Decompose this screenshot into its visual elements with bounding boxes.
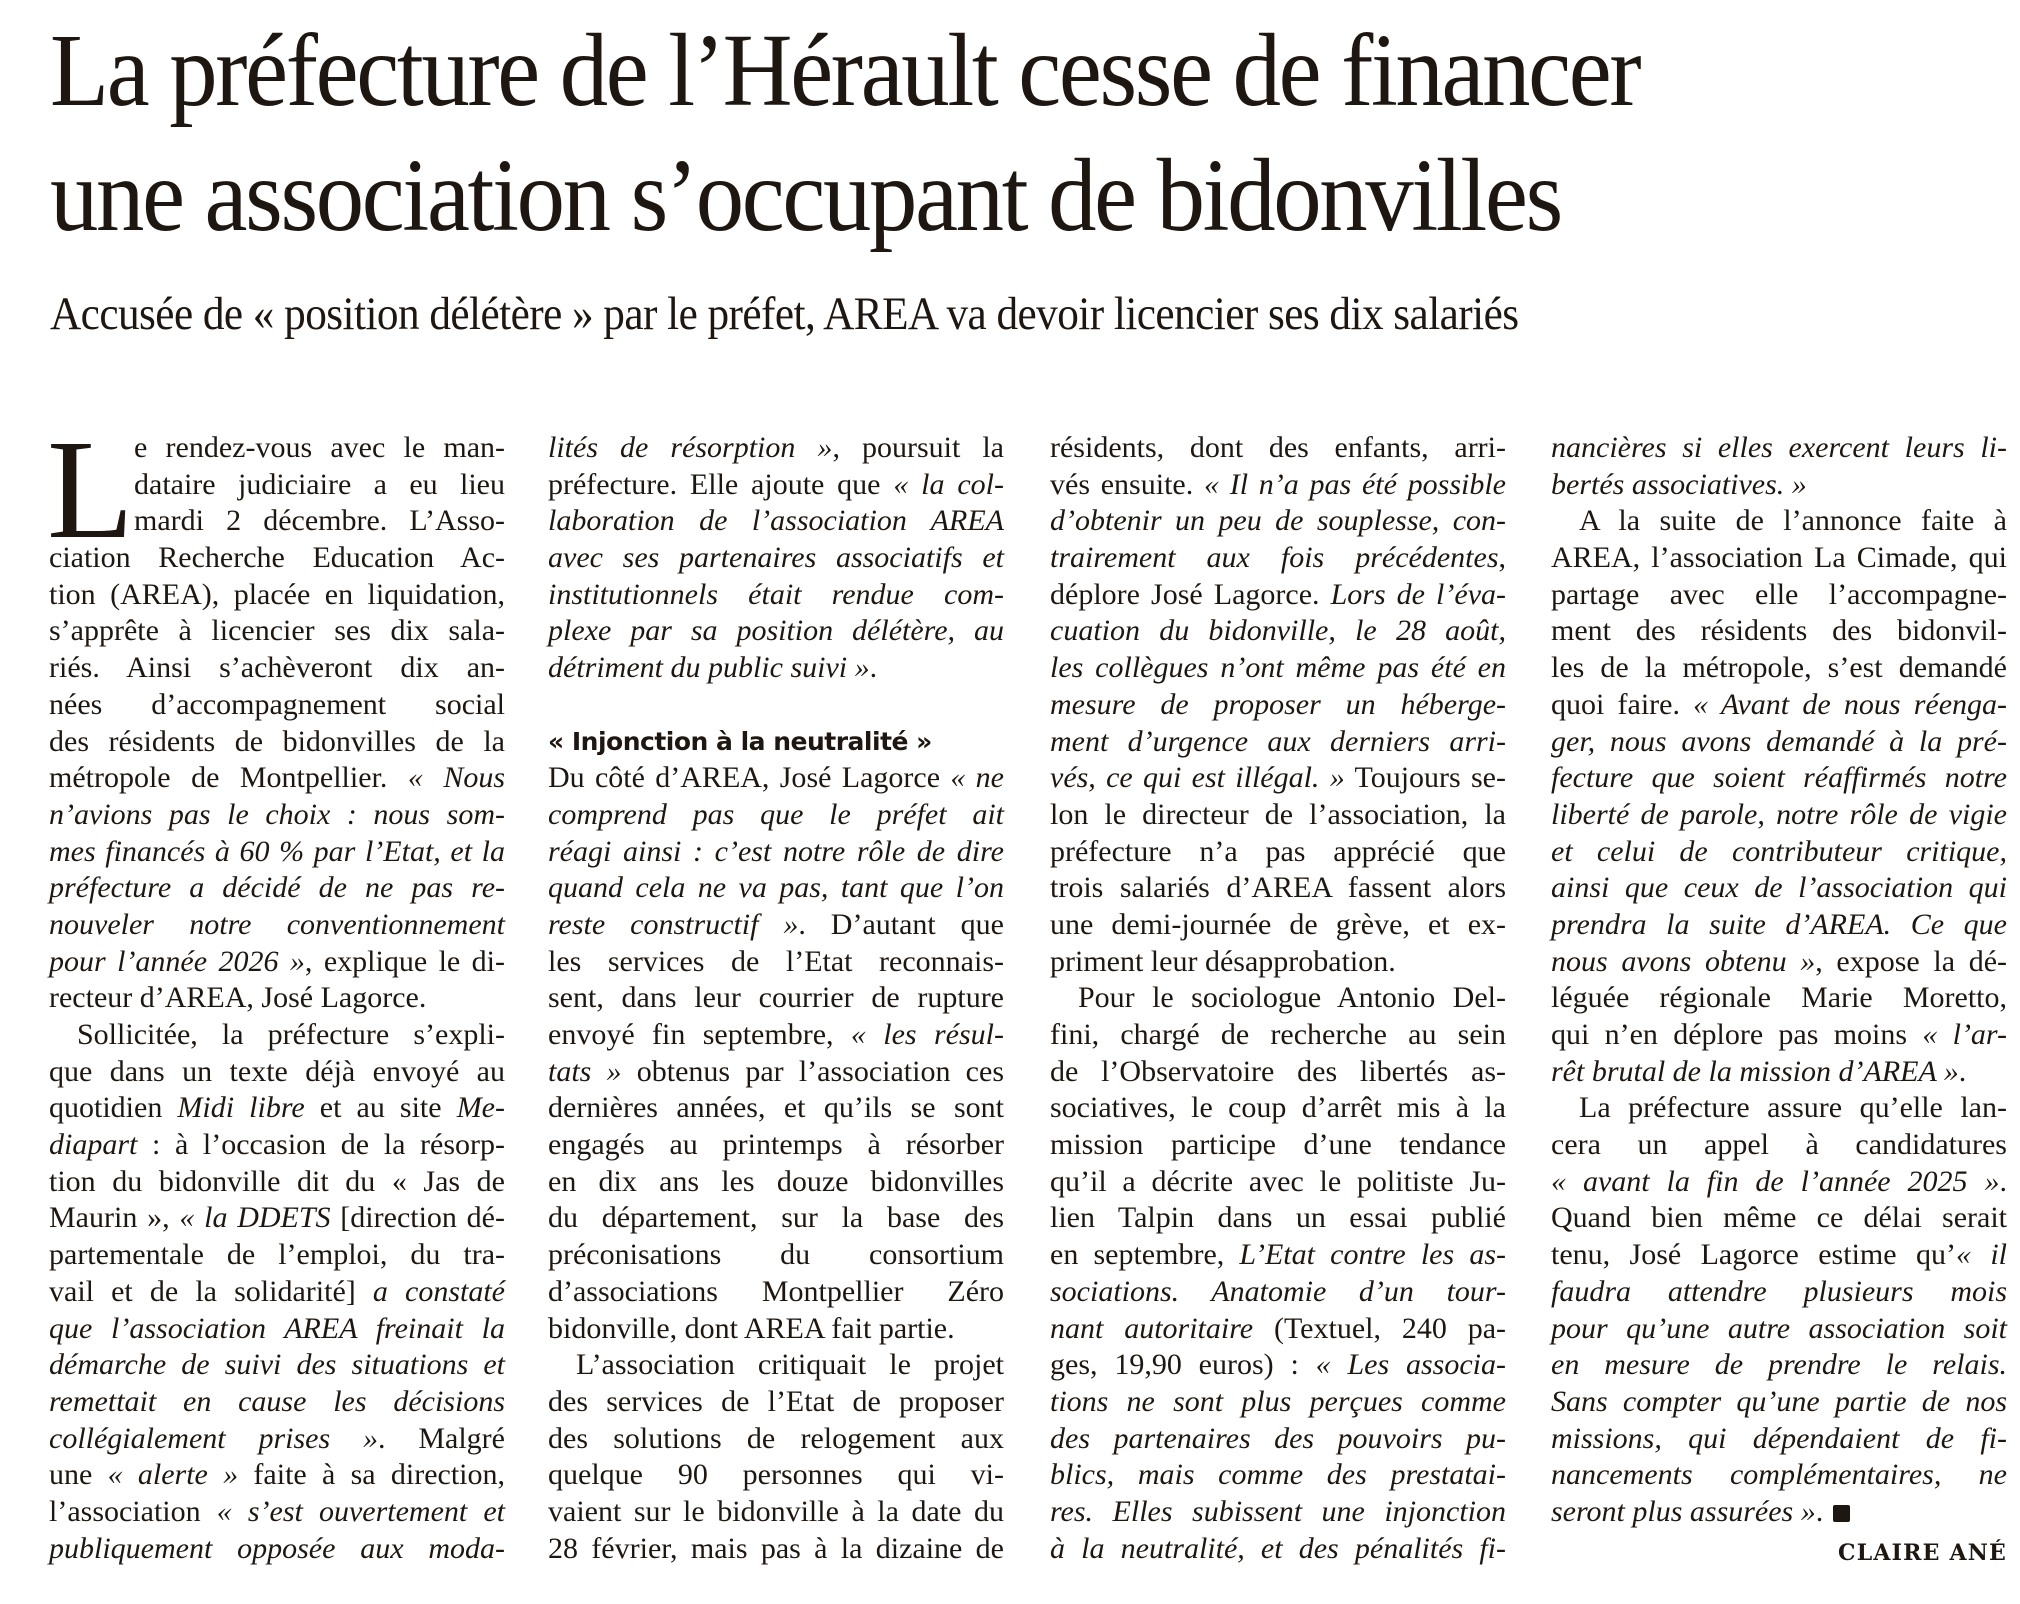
text-line: mes financés à 60 % par l’Etat, et la: [49, 834, 505, 868]
text-line: métropole de Montpellier. « Nous: [49, 761, 506, 795]
text-line: remettait en cause les décisions: [49, 1384, 505, 1418]
text-line: ger, nous avons demandé à la pré-: [1551, 724, 2007, 758]
text-line: une demi-journée de grève, et ex-: [1050, 907, 1506, 941]
text-line: 28 février, mais pas à la dizaine de: [548, 1531, 1004, 1565]
text-line: nous avons obtenu », expose la dé-: [1551, 944, 2007, 978]
article-column-2: [548, 430, 1004, 1567]
text-line: réagi ainsi : c’est notre rôle de dire: [548, 834, 1004, 868]
end-of-article-square-icon: [1833, 1505, 1850, 1522]
text-line: en mesure de prendre le relais.: [1551, 1348, 2007, 1382]
text-line: tion du bidonville dit du « Jas de: [49, 1164, 505, 1198]
drop-cap: L: [47, 410, 134, 568]
text-line: résidents, dont des enfants, arri-: [1050, 431, 1506, 464]
text-line: des solutions de relogement aux: [548, 1421, 1004, 1455]
headline: [50, 8, 1854, 258]
text-line: du département, sur la base des: [548, 1201, 1004, 1235]
text-line: trois salariés d’AREA fassent alors: [1050, 871, 1506, 905]
text-line: vaient sur le bidonville à la date du: [548, 1494, 1004, 1528]
text-line: sociations. Anatomie d’un tour-: [1050, 1274, 1506, 1308]
subtitle: Accusée de « position délétère » par le préfet, AREA va devoir licencier ses dix salariés: [50, 288, 1519, 340]
text-line: vail et de la solidarité] a constaté: [49, 1274, 505, 1308]
text-line: en septembre, L’Etat contre les as-: [1050, 1238, 1506, 1272]
text-line: nancières si elles exercent leurs li-: [1551, 431, 2007, 464]
text-line: préconisations du consortium: [548, 1238, 1004, 1272]
text-line: démarche de suivi des situations et: [49, 1348, 505, 1382]
text-line: d’obtenir un peu de souplesse, con-: [1050, 504, 1506, 538]
text-line: nouveler notre conventionnement: [49, 907, 505, 941]
text-line: partementale de l’emploi, du tra-: [49, 1238, 505, 1272]
text-line: qu’il a décrite avec le politiste Ju-: [1050, 1164, 1506, 1198]
text-line: les services de l’Etat reconnais-: [548, 944, 1004, 978]
text-line: nées d’accompagnement social: [49, 687, 505, 721]
text-line: L’association critiquait le projet: [576, 1348, 1004, 1382]
text-line: e rendez-vous avec le man-: [134, 431, 505, 464]
text-line: Sollicitée, la préfecture s’expli-: [77, 1018, 505, 1051]
text-line: recteur d’AREA, José Lagorce.: [49, 981, 427, 1015]
text-line: nant autoritaire (Textuel, 240 pa-: [1050, 1311, 1506, 1345]
text-line: quoi faire. « Avant de nous réenga-: [1551, 687, 2007, 721]
headline-line-1: La préfecture de l’Hérault cesse de financer: [50, 13, 1640, 128]
text-line: ainsi que ceux de l’association qui: [1551, 871, 2007, 905]
text-line: les collègues n’ont même pas été en: [1050, 651, 1506, 685]
text-line: reste constructif ». D’autant que: [548, 907, 1004, 941]
text-line: s’apprête à licencier ses dix sala-: [49, 614, 505, 648]
text-line: lités de résorption », poursuit la: [548, 431, 1004, 464]
text-line: bertés associatives. »: [1551, 467, 1807, 501]
text-line: institutionnels était rendue com-: [548, 577, 1004, 611]
text-line: ment des résidents des bidonvil-: [1551, 614, 2007, 648]
text-line: envoyé fin septembre, « les résul-: [548, 1018, 1004, 1051]
article-column-4: [1551, 430, 2007, 1571]
text-line: dataire judiciaire a eu lieu: [134, 467, 505, 501]
text-line: pour l’année 2026 », explique le di-: [49, 944, 505, 978]
byline: CLAIRE ANÉ: [1838, 1539, 2007, 1566]
text-line: res. Elles subissent une injonction: [1050, 1494, 1506, 1528]
text-line: collégialement prises ». Malgré: [49, 1421, 505, 1455]
text-line: des partenaires des pouvoirs pu-: [1050, 1421, 1506, 1455]
text-line: avec ses partenaires associatifs et: [548, 541, 1004, 575]
text-line: priment leur désapprobation.: [1050, 944, 1396, 978]
text-line: ment d’urgence aux derniers arri-: [1050, 724, 1506, 758]
text-line: Quand bien même ce délai serait: [1551, 1201, 2007, 1235]
text-line: l’association « s’est ouvertement et: [49, 1494, 505, 1528]
text-line: déplore José Lagorce. Lors de l’éva-: [1050, 577, 1506, 611]
text-line: les de la métropole, s’est demandé: [1551, 651, 2007, 685]
text-line: missions, qui dépendaient de fi-: [1551, 1421, 2007, 1455]
text-line: riés. Ainsi s’achèveront dix an-: [49, 651, 505, 685]
text-line: diapart : à l’occasion de la résorp-: [49, 1128, 505, 1162]
text-line: nancements complémentaires, ne: [1551, 1458, 2007, 1492]
text-line: dernières années, et qu’ils se sont: [548, 1091, 1004, 1125]
text-line: cuation du bidonville, le 28 août,: [1050, 614, 1506, 648]
text-line: fini, chargé de recherche au sein: [1050, 1018, 1506, 1051]
text-line: faudra attendre plusieurs mois: [1551, 1274, 2007, 1308]
text-line: préfecture. Elle ajoute que « la col-: [548, 467, 1004, 501]
text-line: tats » obtenus par l’association ces: [548, 1054, 1004, 1088]
text-line: prendra la suite d’AREA. Ce que: [1551, 907, 2007, 941]
text-line: qui n’en déplore pas moins « l’ar-: [1551, 1018, 2007, 1051]
text-line: des services de l’Etat de proposer: [548, 1384, 1004, 1418]
text-line: trairement aux fois précédentes,: [1050, 541, 1506, 575]
text-line: AREA, l’association La Cimade, qui: [1551, 541, 2007, 575]
text-line: à la neutralité, et des pénalités fi-: [1050, 1531, 1506, 1565]
text-line: ciation Recherche Education Ac-: [49, 541, 505, 575]
text-line: quotidien Midi libre et au site Me-: [49, 1091, 505, 1125]
crosshead: « Injonction à la neutralité »: [548, 726, 932, 756]
text-line: mesure de proposer un héberge-: [1050, 687, 1506, 721]
text-line: quand cela ne va pas, tant que l’on: [548, 871, 1004, 905]
text-line: liberté de parole, notre rôle de vigie: [1551, 797, 2007, 831]
text-line: publiquement opposée aux moda-: [49, 1531, 505, 1565]
text-line: léguée régionale Marie Moretto,: [1551, 981, 2007, 1015]
text-line: des résidents de bidonvilles de la: [49, 724, 505, 758]
text-line: Sans compter qu’une partie de nos: [1551, 1384, 2007, 1418]
text-line: plexe par sa position délétère, au: [548, 614, 1004, 648]
spacer: [548, 687, 1004, 724]
text-line: quelque 90 personnes qui vi-: [548, 1458, 1004, 1492]
text-line: lien Talpin dans un essai publié: [1050, 1201, 1506, 1235]
text-line: sociatives, le coup d’arrêt mis à la: [1050, 1091, 1506, 1125]
text-line: fecture que soient réaffirmés notre: [1551, 761, 2007, 795]
text-line: partage avec elle l’accompagne-: [1551, 577, 2007, 611]
text-line: La préfecture assure qu’elle lan-: [1579, 1091, 2007, 1125]
text-line: préfecture n’a pas apprécié que: [1050, 834, 1506, 868]
text-line: tion (AREA), placée en liquidation,: [49, 577, 505, 611]
text-line: mardi 2 décembre. L’Asso-: [134, 504, 505, 538]
text-line: de l’Observatoire des libertés as-: [1050, 1054, 1506, 1088]
text-line: vés, ce qui est illégal. » Toujours se-: [1050, 761, 1506, 795]
text-line: et celui de contributeur critique,: [1551, 834, 2007, 868]
text-line: laboration de l’association AREA: [548, 504, 1004, 538]
text-line: détriment du public suivi ».: [548, 651, 878, 685]
text-line: d’associations Montpellier Zéro: [548, 1274, 1004, 1308]
text-line: comprend pas que le préfet ait: [548, 797, 1004, 831]
text-line: lon le directeur de l’association, la: [1050, 797, 1506, 831]
text-line: blics, mais comme des prestatai-: [1050, 1458, 1506, 1492]
text-line: préfecture a décidé de ne pas re-: [49, 871, 505, 905]
text-line: rêt brutal de la mission d’AREA ».: [1551, 1054, 1967, 1088]
text-line: sent, dans leur courrier de rupture: [548, 981, 1004, 1015]
text-line: Du côté d’AREA, José Lagorce « ne: [548, 761, 1004, 795]
text-line: tions ne sont plus perçues comme: [1050, 1384, 1506, 1418]
text-line: Pour le sociologue Antonio Del-: [1078, 981, 1506, 1015]
text-line: seront plus assurées ».: [1551, 1494, 2007, 1531]
text-line: tenu, José Lagorce estime qu’« il: [1551, 1238, 2007, 1272]
text-line: engagés au printemps à résorber: [548, 1128, 1004, 1162]
article-column-3: [1050, 430, 1506, 1567]
text-line: A la suite de l’annonce faite à: [1579, 504, 2007, 538]
article-column-1: [47, 410, 506, 1567]
headline-line-2: une association s’occupant de bidonvilles: [50, 138, 1561, 253]
text-line: Maurin », « la DDETS [direction dé-: [49, 1201, 505, 1235]
text-line: vés ensuite. « Il n’a pas été possible: [1050, 467, 1506, 501]
text-line: que l’association AREA freinait la: [49, 1311, 505, 1345]
text-line: pour qu’une autre association soit: [1551, 1311, 2007, 1345]
text-line: n’avions pas le choix : nous som-: [49, 797, 505, 831]
text-line: en dix ans les douze bidonvilles: [548, 1164, 1004, 1198]
text-line: ges, 19,90 euros) : « Les associa-: [1050, 1348, 1506, 1382]
text-line: bidonville, dont AREA fait partie.: [548, 1311, 955, 1345]
text-line: « avant la fin de l’année 2025 ».: [1551, 1164, 2007, 1198]
text-line: que dans un texte déjà envoyé au: [49, 1054, 505, 1088]
text-line: une « alerte » faite à sa direction,: [49, 1458, 505, 1492]
text-line: cera un appel à candidatures: [1551, 1128, 2007, 1162]
text-line: mission participe d’une tendance: [1050, 1128, 1506, 1162]
